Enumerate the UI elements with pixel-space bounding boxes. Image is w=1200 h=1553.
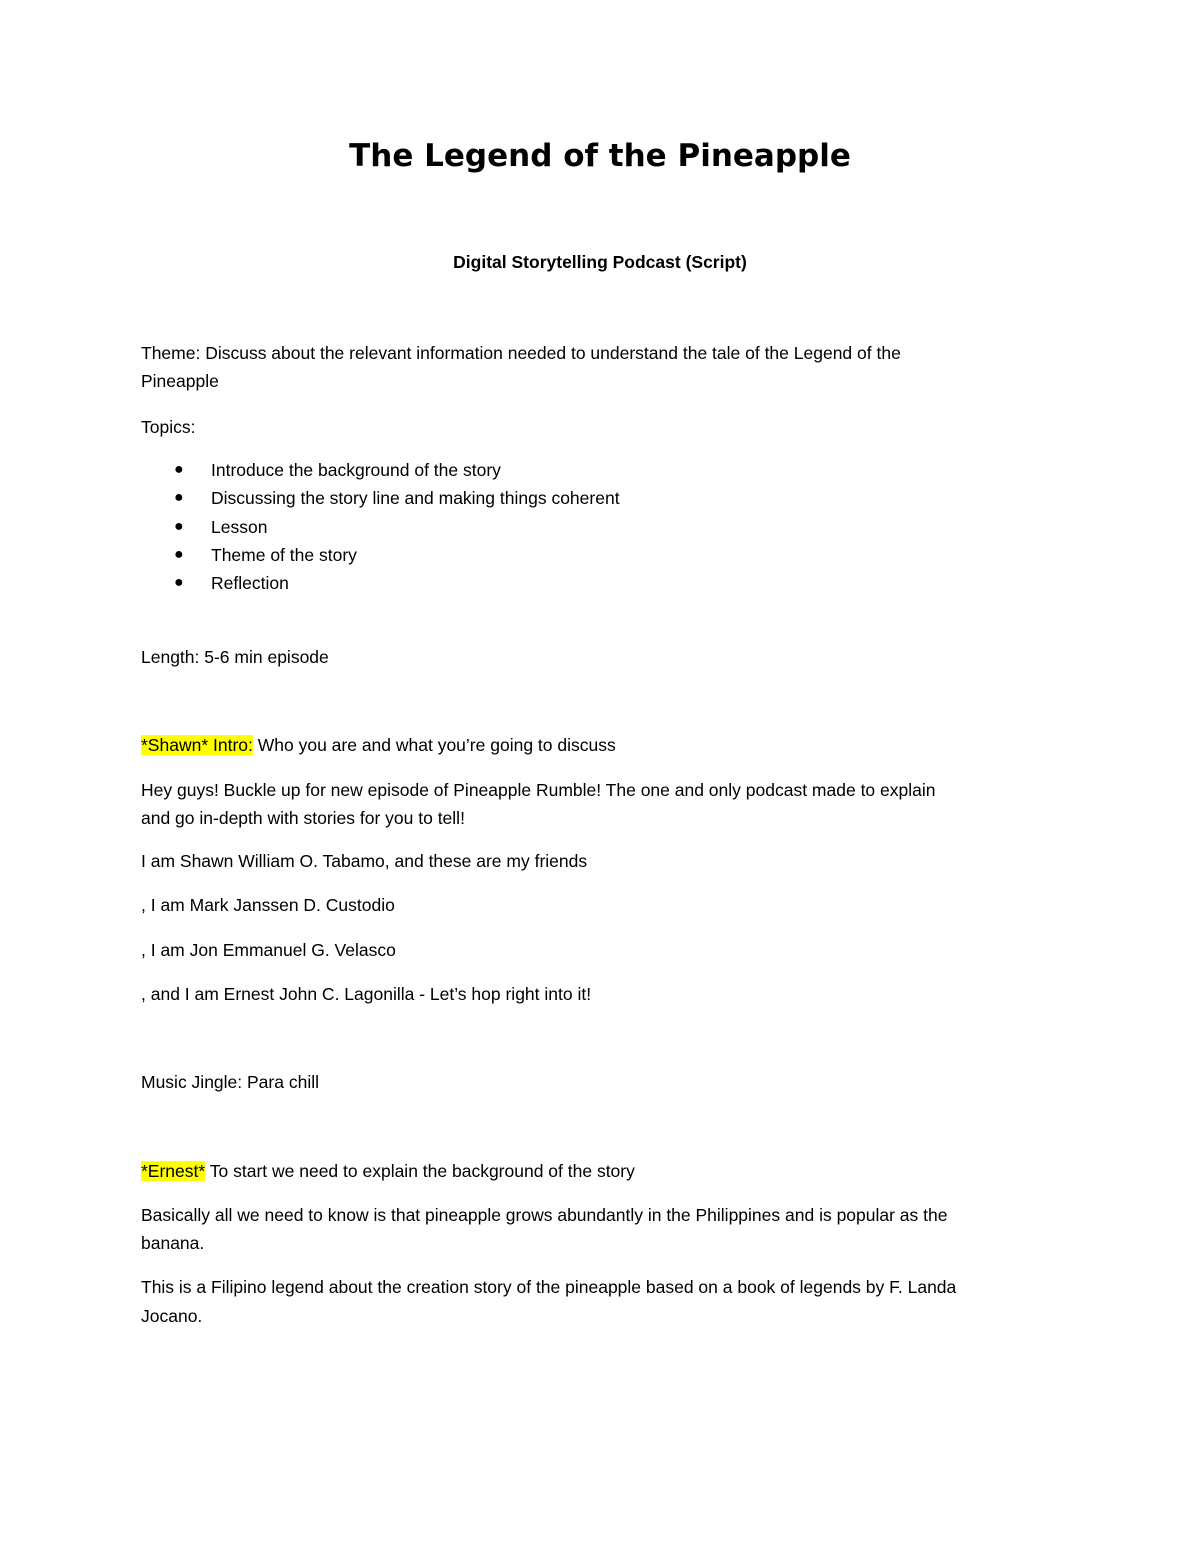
- bullet-icon: ●: [174, 489, 184, 506]
- music-line: Music Jingle: Para chill: [141, 1072, 319, 1092]
- list-item: Lesson: [211, 517, 268, 537]
- shawn-intro-line: [141, 731, 616, 759]
- document-subtitle: Digital Storytelling Podcast (Script): [453, 252, 747, 272]
- speaker-highlight: *Shawn* Intro:: [141, 735, 253, 755]
- document-title: The Legend of the Pineapple: [349, 138, 851, 174]
- length-line: Length: 5-6 min episode: [141, 647, 329, 667]
- bullet-icon: ●: [174, 461, 184, 478]
- topics-label: Topics:: [141, 417, 196, 437]
- intro-line: , I am Jon Emmanuel G. Velasco: [141, 940, 396, 960]
- intro-line: , and I am Ernest John C. Lagonilla - Let’s hop right into it!: [141, 984, 592, 1004]
- hey-line: and go in-depth with stories for you to tell!: [141, 808, 465, 828]
- ernest-text: To start we need to explain the background of the story: [205, 1161, 635, 1181]
- intro-line: , I am Mark Janssen D. Custodio: [141, 895, 395, 915]
- ernest-line: [141, 1157, 635, 1185]
- filipino-line: This is a Filipino legend about the creation story of the pineapple based on a book of legends by F. Landa: [141, 1277, 957, 1297]
- bullet-icon: ●: [174, 546, 184, 563]
- list-item: Introduce the background of the story: [211, 460, 501, 480]
- shawn-intro-text: Who you are and what you’re going to discuss: [252, 735, 616, 755]
- basically-line: banana.: [141, 1233, 205, 1253]
- filipino-line: Jocano.: [141, 1306, 203, 1326]
- bullet-icon: ●: [174, 518, 184, 535]
- basically-line: Basically all we need to know is that pineapple grows abundantly in the Philippines and is popular as the: [141, 1205, 948, 1225]
- list-item: Discussing the story line and making things coherent: [211, 488, 620, 508]
- intro-line: I am Shawn William O. Tabamo, and these are my friends: [141, 851, 588, 871]
- list-item: Theme of the story: [211, 545, 357, 565]
- theme-line: Theme: Discuss about the relevant information needed to understand the tale of the Legend of the: [141, 343, 901, 363]
- theme-line: Pineapple: [141, 371, 219, 391]
- list-item: Reflection: [211, 573, 289, 593]
- speaker-highlight: *Ernest*: [141, 1161, 206, 1181]
- bullet-icon: ●: [174, 574, 184, 591]
- hey-line: Hey guys! Buckle up for new episode of Pineapple Rumble! The one and only podcast made to explain: [141, 780, 936, 800]
